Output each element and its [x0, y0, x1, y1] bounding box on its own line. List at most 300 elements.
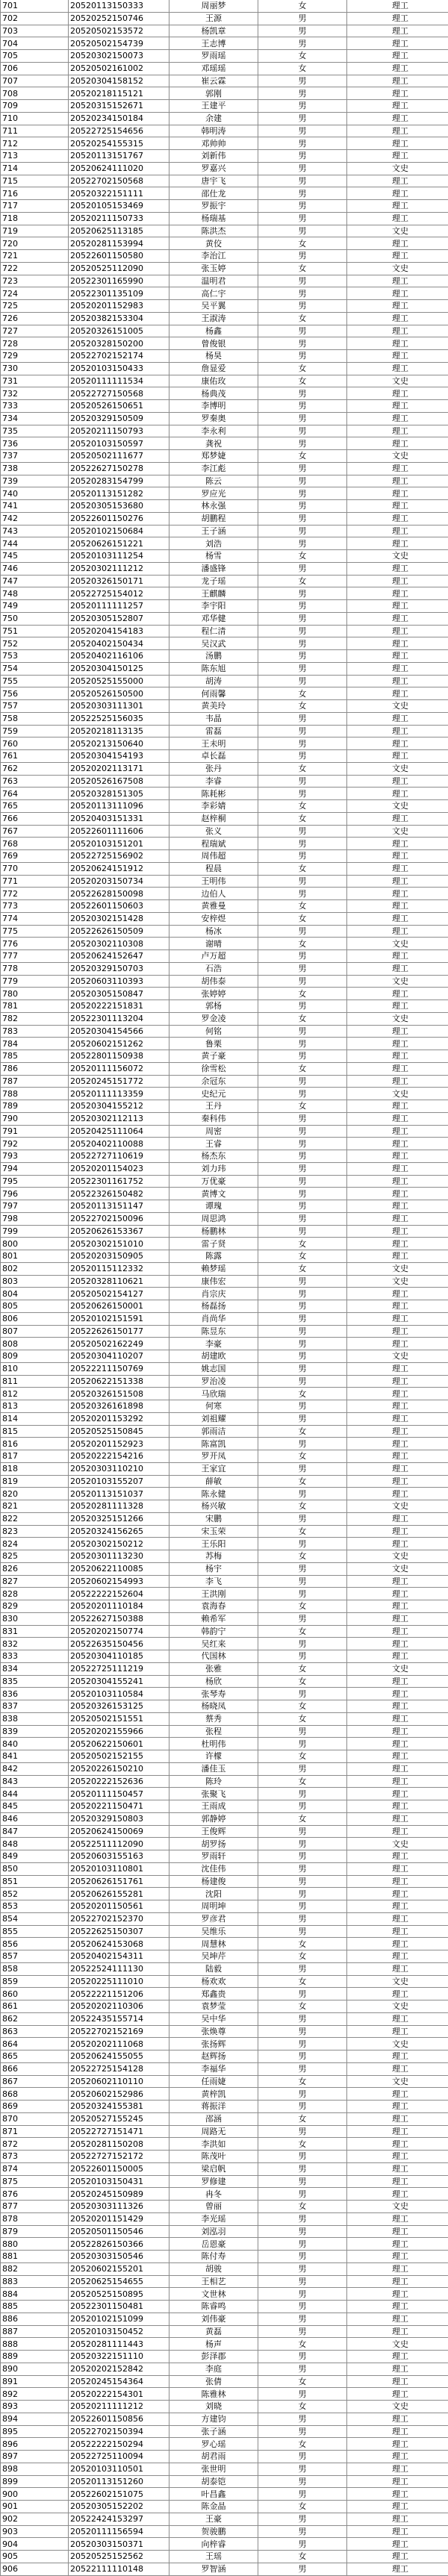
table-row: [1, 900, 448, 913]
gender-cell: 男: [258, 412, 347, 425]
student-name-cell: 胡建欧: [169, 1350, 258, 1363]
track-category-cell: 理工: [347, 2175, 448, 2188]
table-row: [1, 1362, 448, 1375]
exam-id-cell: 20520203150905: [69, 1250, 169, 1263]
table-row: [1, 2563, 448, 2575]
student-name-cell: 杨宇: [169, 1562, 258, 1575]
gender-cell: 男: [258, 1762, 347, 1775]
track-category-cell: 理工: [347, 1075, 448, 1088]
track-category-cell: 理工: [347, 1325, 448, 1338]
exam-id-cell: 20522702152174: [69, 350, 169, 363]
gender-cell: 女: [258, 1600, 347, 1613]
table-row: [1, 550, 448, 563]
table-row: [1, 612, 448, 625]
student-name-cell: 王家宜: [169, 1462, 258, 1475]
exam-id-cell: 20520326153125: [69, 1700, 169, 1713]
gender-cell: 女: [258, 1975, 347, 1988]
student-name-cell: 王洪刚: [169, 1588, 258, 1600]
table-row: [1, 762, 448, 775]
table-row: [1, 1438, 448, 1450]
exam-id-cell: 20520425111064: [69, 1125, 169, 1138]
table-row: [1, 325, 448, 337]
gender-cell: 男: [258, 1488, 347, 1500]
student-name-cell: 吴维乐: [169, 1925, 258, 1938]
track-category-cell: 理工: [347, 537, 448, 550]
exam-id-cell: 20520102150684: [69, 525, 169, 537]
exam-id-cell: 20520622150601: [69, 1738, 169, 1750]
gender-cell: 男: [258, 325, 347, 337]
row-number-cell: 702: [1, 12, 69, 25]
track-category-cell: 理工: [347, 1950, 448, 1963]
student-name-cell: 邓瑶瑶: [169, 62, 258, 75]
table-row: [1, 1738, 448, 1750]
track-category-cell: 理工: [347, 2251, 448, 2263]
track-category-cell: 理工: [347, 362, 448, 375]
gender-cell: 女: [258, 988, 347, 1000]
student-name-cell: 王丹: [169, 1100, 258, 1113]
track-category-cell: 理工: [347, 875, 448, 888]
student-name-cell: 王瑶: [169, 2551, 258, 2563]
table-row: [1, 225, 448, 237]
gender-cell: 男: [258, 350, 347, 363]
row-number-cell: 818: [1, 1462, 69, 1475]
gender-cell: 男: [258, 150, 347, 163]
table-row: [1, 1200, 448, 1213]
track-category-cell: 理工: [347, 1138, 448, 1150]
student-name-cell: 高仁宇: [169, 287, 258, 300]
student-name-cell: 沈阳: [169, 1888, 258, 1900]
student-name-cell: 杨鑫: [169, 325, 258, 337]
table-row: [1, 938, 448, 950]
gender-cell: 女: [258, 1250, 347, 1263]
student-name-cell: 韦晶: [169, 712, 258, 725]
gender-cell: 女: [258, 700, 347, 713]
exam-id-cell: 20522702150394: [69, 2425, 169, 2438]
student-name-cell: 罗治凌: [169, 1375, 258, 1388]
track-category-cell: 文史: [347, 1012, 448, 1025]
gender-cell: 男: [258, 1075, 347, 1088]
exam-id-cell: 20520402154311: [69, 1950, 169, 1963]
track-category-cell: 文史: [347, 1662, 448, 1675]
row-number-cell: 711: [1, 125, 69, 137]
gender-cell: 女: [258, 1475, 347, 1488]
row-number-cell: 754: [1, 662, 69, 675]
track-category-cell: 理工: [347, 2351, 448, 2363]
gender-cell: 女: [258, 1262, 347, 1275]
gender-cell: 女: [258, 1662, 347, 1675]
student-name-cell: 卓长磊: [169, 750, 258, 763]
gender-cell: 男: [258, 1538, 347, 1550]
row-number-cell: 736: [1, 437, 69, 450]
gender-cell: 男: [258, 2451, 347, 2463]
gender-cell: 男: [258, 1562, 347, 1575]
gender-cell: 男: [258, 1612, 347, 1625]
row-number-cell: 714: [1, 162, 69, 175]
gender-cell: 男: [258, 337, 347, 350]
row-number-cell: 727: [1, 325, 69, 337]
track-category-cell: 理工: [347, 1125, 448, 1138]
track-category-cell: 理工: [347, 900, 448, 913]
exam-id-cell: 20520111113359: [69, 1088, 169, 1100]
table-row: [1, 1250, 448, 1263]
student-name-cell: 张聚飞: [169, 1788, 258, 1800]
student-name-cell: 罗雨瑶: [169, 50, 258, 63]
exam-id-cell: 20520281111443: [69, 2338, 169, 2351]
gender-cell: 男: [258, 1650, 347, 1663]
exam-id-cell: 20520303110210: [69, 1462, 169, 1475]
exam-id-cell: 20520527155245: [69, 2112, 169, 2125]
track-category-cell: 理工: [347, 487, 448, 500]
gender-cell: 男: [258, 1175, 347, 1188]
table-row: [1, 37, 448, 50]
table-row: [1, 275, 448, 287]
exam-id-cell: 20520502154739: [69, 37, 169, 50]
track-category-cell: 理工: [347, 2025, 448, 2038]
table-row: [1, 237, 448, 250]
track-category-cell: 理工: [347, 1438, 448, 1450]
gender-cell: 男: [258, 125, 347, 137]
gender-cell: 男: [258, 1325, 347, 1338]
exam-id-cell: 20520602110110: [69, 2075, 169, 2088]
table-row: [1, 1012, 448, 1025]
table-row: [1, 162, 448, 175]
student-name-cell: 沈佳伟: [169, 1862, 258, 1875]
row-number-cell: 780: [1, 988, 69, 1000]
exam-id-cell: 20522801150938: [69, 1050, 169, 1063]
gender-cell: 男: [258, 187, 347, 200]
table-row: [1, 1688, 448, 1700]
table-row: [1, 2375, 448, 2388]
table-row: [1, 1088, 448, 1100]
gender-cell: 女: [258, 1388, 347, 1400]
track-category-cell: 理工: [347, 1175, 448, 1188]
student-name-cell: 何铭: [169, 1025, 258, 1038]
exam-id-cell: 20520315152671: [69, 100, 169, 113]
student-name-cell: 叶昌鑫: [169, 2488, 258, 2501]
exam-id-cell: 20520202110306: [69, 2000, 169, 2013]
table-row: [1, 625, 448, 637]
student-name-cell: 詹显爱: [169, 362, 258, 375]
track-category-cell: 理工: [347, 2563, 448, 2575]
track-category-cell: 文史: [347, 1500, 448, 1513]
table-row: [1, 2062, 448, 2075]
gender-cell: 男: [258, 2238, 347, 2251]
table-row: [1, 2475, 448, 2488]
track-category-cell: 理工: [347, 512, 448, 525]
row-number-cell: 861: [1, 2000, 69, 2013]
student-name-cell: 周思鸿: [169, 1212, 258, 1225]
student-name-cell: 张琴寿: [169, 1688, 258, 1700]
gender-cell: 男: [258, 1112, 347, 1125]
gender-cell: 男: [258, 650, 347, 663]
row-number-cell: 884: [1, 2288, 69, 2301]
exam-id-cell: 20520603155163: [69, 1850, 169, 1863]
student-name-cell: 张程: [169, 1725, 258, 1738]
gender-cell: 男: [258, 2012, 347, 2025]
student-name-cell: 罗雨轩: [169, 1850, 258, 1863]
table-row: [1, 1912, 448, 1925]
row-number-cell: 837: [1, 1700, 69, 1713]
row-number-cell: 717: [1, 200, 69, 213]
table-row: [1, 1238, 448, 1250]
row-number-cell: 823: [1, 1525, 69, 1538]
table-row: [1, 512, 448, 525]
exam-id-cell: 20520625154655: [69, 2275, 169, 2288]
row-number-cell: 882: [1, 2262, 69, 2275]
student-name-cell: 黄佼: [169, 237, 258, 250]
exam-id-cell: 20520329150803: [69, 1812, 169, 1825]
exam-id-cell: 20520322151110: [69, 2351, 169, 2363]
exam-id-cell: 20520602151262: [69, 1038, 169, 1050]
exam-id-cell: 20522826150366: [69, 2238, 169, 2251]
row-number-cell: 725: [1, 300, 69, 313]
student-name-cell: 李博明: [169, 400, 258, 413]
table-row: [1, 1288, 448, 1300]
exam-id-cell: 20520201150561: [69, 1900, 169, 1913]
gender-cell: 男: [258, 2425, 347, 2438]
student-name-cell: 李飞: [169, 1575, 258, 1588]
track-category-cell: 理工: [347, 1038, 448, 1050]
table-row: [1, 1675, 448, 1688]
table-row: [1, 1762, 448, 1775]
row-number-cell: 813: [1, 1400, 69, 1413]
row-number-cell: 746: [1, 562, 69, 575]
row-number-cell: 850: [1, 1862, 69, 1875]
table-row: [1, 412, 448, 425]
student-name-cell: 刘浩: [169, 537, 258, 550]
row-number-cell: 724: [1, 287, 69, 300]
gender-cell: 男: [258, 612, 347, 625]
exam-id-cell: 20522525156035: [69, 712, 169, 725]
gender-cell: 男: [258, 1400, 347, 1413]
gender-cell: 男: [258, 712, 347, 725]
exam-id-cell: 20520626150001: [69, 1300, 169, 1313]
track-category-cell: 理工: [347, 2112, 448, 2125]
exam-id-cell: 20522435155714: [69, 2012, 169, 2025]
track-category-cell: 理工: [347, 2262, 448, 2275]
row-number-cell: 900: [1, 2488, 69, 2501]
gender-cell: 男: [258, 400, 347, 413]
exam-id-cell: 20522725111219: [69, 1662, 169, 1675]
exam-id-cell: 20520502153572: [69, 25, 169, 37]
exam-id-cell: 20520324155381: [69, 2101, 169, 2113]
track-category-cell: 理工: [347, 1488, 448, 1500]
row-number-cell: 753: [1, 650, 69, 663]
row-number-cell: 863: [1, 2025, 69, 2038]
exam-id-cell: 20520322151111: [69, 187, 169, 200]
track-category-cell: 理工: [347, 812, 448, 825]
exam-id-cell: 20520326151508: [69, 1388, 169, 1400]
row-number-cell: 864: [1, 2038, 69, 2050]
student-name-cell: 蒋振洋: [169, 2101, 258, 2113]
track-category-cell: 理工: [347, 2438, 448, 2451]
track-category-cell: 理工: [347, 2551, 448, 2563]
track-category-cell: 理工: [347, 1625, 448, 1638]
table-row: [1, 2075, 448, 2088]
table-row: [1, 450, 448, 463]
row-number-cell: 878: [1, 2212, 69, 2225]
student-name-cell: 李洪如: [169, 2138, 258, 2151]
table-row: [1, 2488, 448, 2501]
table-row: [1, 2050, 448, 2063]
track-category-cell: 理工: [347, 2388, 448, 2401]
exam-id-cell: 20520103111254: [69, 550, 169, 563]
student-name-cell: 王麒麟: [169, 587, 258, 600]
exam-id-cell: 20520301113230: [69, 1550, 169, 1563]
track-category-cell: 理工: [347, 300, 448, 313]
table-row: [1, 337, 448, 350]
row-number-cell: 897: [1, 2451, 69, 2463]
row-number-cell: 766: [1, 812, 69, 825]
table-row: [1, 912, 448, 925]
gender-cell: 男: [258, 2288, 347, 2301]
student-name-cell: 方建钧: [169, 2413, 258, 2425]
student-name-cell: 陈露: [169, 1250, 258, 1263]
table-row: [1, 1712, 448, 1725]
row-number-cell: 843: [1, 1775, 69, 1788]
table-row: [1, 2525, 448, 2538]
table-row: [1, 1412, 448, 1425]
table-row: [1, 1525, 448, 1538]
gender-cell: 男: [258, 100, 347, 113]
gender-cell: 男: [258, 2563, 347, 2575]
student-name-cell: 陈昱东: [169, 1325, 258, 1338]
table-row: [1, 1400, 448, 1413]
track-category-cell: 理工: [347, 850, 448, 863]
track-category-cell: 理工: [347, 2225, 448, 2238]
row-number-cell: 831: [1, 1625, 69, 1638]
student-name-cell: 谭瑰: [169, 1200, 258, 1213]
exam-id-cell: 20520502161002: [69, 62, 169, 75]
student-name-cell: 卢万超: [169, 950, 258, 963]
table-row: [1, 875, 448, 888]
track-category-cell: 理工: [347, 2301, 448, 2313]
track-category-cell: 理工: [347, 862, 448, 875]
row-number-cell: 830: [1, 1612, 69, 1625]
student-name-cell: 龙子瑶: [169, 575, 258, 587]
exam-id-cell: 20520622110085: [69, 1562, 169, 1575]
exam-id-cell: 20520624155055: [69, 2050, 169, 2063]
gender-cell: 男: [258, 737, 347, 750]
student-name-cell: 余建: [169, 112, 258, 125]
gender-cell: 男: [258, 1288, 347, 1300]
gender-cell: 女: [258, 62, 347, 75]
gender-cell: 男: [258, 2062, 347, 2075]
student-name-cell: 张雅: [169, 1662, 258, 1675]
exam-id-cell: 20520211111212: [69, 2401, 169, 2413]
track-category-cell: 理工: [347, 1150, 448, 1163]
exam-id-cell: 20522301113204: [69, 1012, 169, 1025]
row-number-cell: 885: [1, 2301, 69, 2313]
row-number-cell: 799: [1, 1225, 69, 1238]
student-name-cell: 罗心瑶: [169, 2438, 258, 2451]
student-name-cell: 黄梓凯: [169, 2088, 258, 2101]
table-row: [1, 675, 448, 687]
row-number-cell: 758: [1, 712, 69, 725]
gender-cell: 男: [258, 425, 347, 437]
row-number-cell: 788: [1, 1088, 69, 1100]
student-name-cell: 李光瑶: [169, 2212, 258, 2225]
table-row: [1, 650, 448, 663]
exam-id-cell: 20520103155207: [69, 1475, 169, 1488]
track-category-cell: 理工: [347, 350, 448, 363]
gender-cell: 女: [258, 2000, 347, 2013]
track-category-cell: 理工: [347, 2275, 448, 2288]
exam-id-cell: 20522524111130: [69, 1962, 169, 1975]
exam-id-cell: 20522222152604: [69, 1588, 169, 1600]
row-number-cell: 741: [1, 500, 69, 513]
exam-id-cell: 20522727151471: [69, 2125, 169, 2138]
table-row: [1, 2101, 448, 2113]
table-row: [1, 850, 448, 863]
track-category-cell: 理工: [347, 2363, 448, 2375]
exam-id-cell: 20520113151147: [69, 1200, 169, 1213]
gender-cell: 女: [258, 450, 347, 463]
exam-id-cell: 20520204154183: [69, 625, 169, 637]
row-number-cell: 790: [1, 1112, 69, 1125]
table-row: [1, 2088, 448, 2101]
row-number-cell: 834: [1, 1662, 69, 1675]
track-category-cell: 理工: [347, 2138, 448, 2151]
track-category-cell: 理工: [347, 2325, 448, 2338]
track-category-cell: 理工: [347, 237, 448, 250]
row-number-cell: 855: [1, 1925, 69, 1938]
row-number-cell: 728: [1, 337, 69, 350]
exam-id-cell: 20520213150640: [69, 737, 169, 750]
track-category-cell: 理工: [347, 1450, 448, 1463]
gender-cell: 男: [258, 437, 347, 450]
gender-cell: 男: [258, 1638, 347, 1650]
exam-id-cell: 20522111110148: [69, 2563, 169, 2575]
row-number-cell: 803: [1, 1275, 69, 1288]
exam-id-cell: 20520222151831: [69, 1000, 169, 1013]
row-number-cell: 851: [1, 1875, 69, 1888]
gender-cell: 男: [258, 87, 347, 100]
gender-cell: 男: [258, 287, 347, 300]
row-number-cell: 798: [1, 1212, 69, 1225]
gender-cell: 男: [258, 2301, 347, 2313]
exam-id-cell: 20520502111677: [69, 450, 169, 463]
student-name-cell: 潘盛锋: [169, 562, 258, 575]
table-row: [1, 2338, 448, 2351]
student-name-cell: 崔云霖: [169, 75, 258, 87]
table-row: [1, 2025, 448, 2038]
track-category-cell: 理工: [347, 662, 448, 675]
track-category-cell: 文史: [347, 2038, 448, 2050]
exam-id-cell: 20520102151591: [69, 1312, 169, 1325]
row-number-cell: 797: [1, 1200, 69, 1213]
exam-id-cell: 20520305152202: [69, 2501, 169, 2513]
row-number-cell: 811: [1, 1375, 69, 1388]
student-name-cell: 黄博文: [169, 1188, 258, 1200]
student-name-cell: 李豪: [169, 1338, 258, 1350]
row-number-cell: 852: [1, 1888, 69, 1900]
gender-cell: 男: [258, 37, 347, 50]
student-name-cell: 史纪元: [169, 1088, 258, 1100]
row-number-cell: 838: [1, 1712, 69, 1725]
exam-id-cell: 20522725110094: [69, 2451, 169, 2463]
table-row: [1, 1262, 448, 1275]
table-row: [1, 350, 448, 363]
table-row: [1, 300, 448, 313]
gender-cell: 男: [258, 625, 347, 637]
track-category-cell: 文史: [347, 1562, 448, 1575]
table-row: [1, 750, 448, 763]
gender-cell: 男: [258, 1988, 347, 2000]
gender-cell: 男: [258, 2212, 347, 2225]
exam-id-cell: 20520234150184: [69, 112, 169, 125]
track-category-cell: 文史: [347, 825, 448, 838]
